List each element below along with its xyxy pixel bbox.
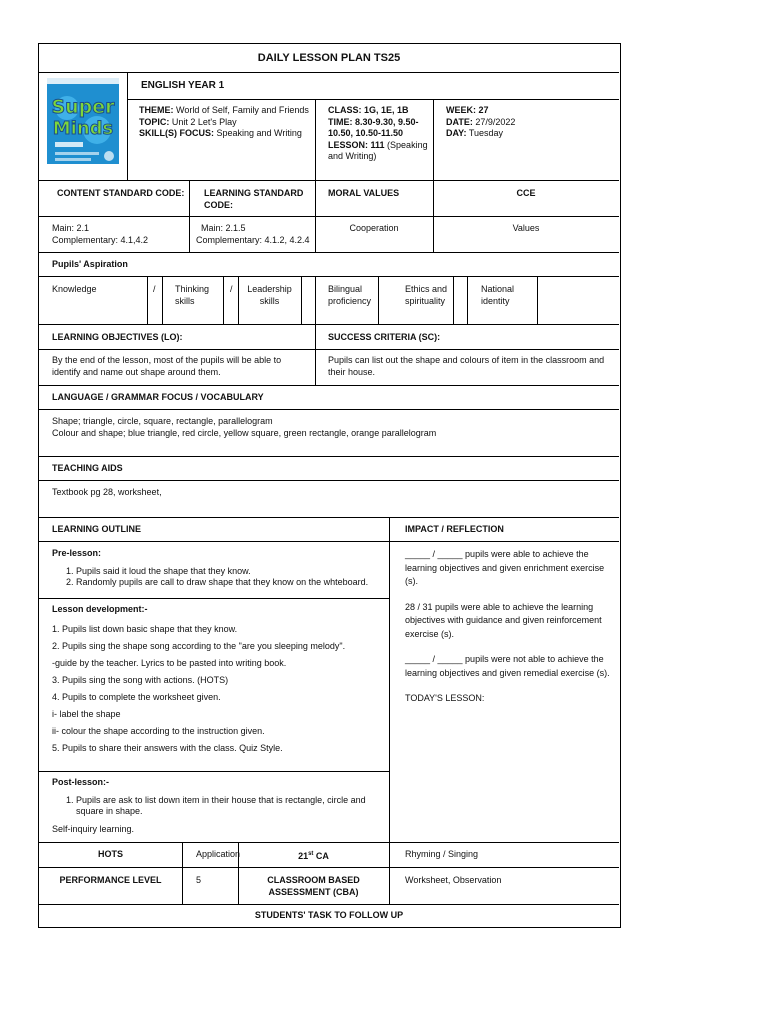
list-item: 2. Pupils sing the shape song according to the "are you sleeping melody". — [52, 641, 346, 651]
list-item: ii- colour the shape according to the instruction given. — [52, 726, 265, 736]
aspiration-knowledge-mark: / — [153, 284, 156, 294]
impact-reinforcement: 28 / 31 pupils were able to achieve the learning objectives with guidance and given reinforcement exercise (s). — [405, 601, 602, 639]
aspiration-national: National identity — [481, 284, 515, 306]
students-task-label: STUDENTS' TASK TO FOLLOW UP — [254, 910, 404, 920]
list-item: i- label the shape — [52, 709, 121, 719]
post-lesson-header: Post-lesson:- — [52, 777, 110, 787]
todays-lesson-label: TODAY'S LESSON: — [405, 693, 485, 703]
performance-level-label: PERFORMANCE LEVEL — [59, 875, 162, 885]
cba-label: CLASSROOM BASED ASSESSMENT (CBA) — [267, 875, 360, 897]
aspiration-bilingual: Bilingual proficiency — [328, 284, 372, 306]
list-item: 2. Randomly pupils are call to draw shape that they know on the whteboard. — [76, 577, 382, 589]
class-field: CLASS: 1G, 1E, 1B TIME: 8.30-9.30, 9.50-10.50, 10.50-11.50 LESSON: 111 (Speaking and Writing) — [328, 105, 428, 161]
hots-label: HOTS — [97, 849, 123, 859]
textbook-cover-image — [47, 78, 119, 164]
aspiration-thinking-mark: / — [230, 284, 233, 294]
content-standard-header: CONTENT STANDARD CODE: — [57, 188, 185, 198]
cce-header: CCE — [516, 188, 536, 198]
aids-text: Textbook pg 28, worksheet, — [52, 487, 162, 497]
language-line-1: Shape; triangle, circle, square, rectangle, parallelogram — [52, 416, 273, 426]
list-item: 1. Pupils said it loud the shape that they know. — [76, 566, 382, 578]
list-item: 1. Pupils list down basic shape that they know. — [52, 624, 238, 634]
week-field: WEEK: 27 DATE: 27/9/2022 DAY: Tuesday — [446, 105, 516, 138]
subject-label: ENGLISH YEAR 1 — [141, 80, 225, 91]
aspiration-thinking: Thinking skills — [175, 284, 210, 306]
impact-remedial: _____ / _____ pupils were not able to achieve the learning objectives and given remedial exercise (s). — [405, 654, 610, 678]
sc-header: SUCCESS CRITERIA (SC): — [328, 332, 441, 342]
cover-logo-super: Super — [51, 96, 115, 118]
lesson-development-section — [52, 604, 384, 760]
cce-value: Values — [512, 223, 540, 233]
pre-lesson-header: Pre-lesson: — [52, 548, 102, 558]
learning-standard-header: LEARNING STANDARD CODE: — [204, 188, 304, 210]
aids-header: TEACHING AIDS — [52, 463, 123, 473]
impact-header: IMPACT / REFLECTION — [405, 524, 504, 534]
lo-text: By the end of the lesson, most of the pupils will be able to identify and name out shape around them. — [52, 355, 282, 377]
learning-standard-value: Main: 2.1.5 Complementary: 4.1.2, 4.2.4 — [196, 223, 310, 245]
hots-value: Application — [196, 849, 241, 859]
list-item: 5. Pupils to share their answers with the class. Quiz Style. — [52, 743, 283, 753]
list-item: 4. Pupils to complete the worksheet given. — [52, 692, 221, 702]
list-item: 1. Pupils are ask to list down item in their house that is rectangle, circle and square in shape. — [76, 795, 382, 818]
list-item: 3. Pupils sing the song with actions. (HOTS) — [52, 675, 229, 685]
sc-text: Pupils can list out the shape and colours of item in the classroom and their house. — [328, 355, 605, 377]
aspiration-header: Pupils' Aspiration — [52, 259, 128, 269]
post-lesson-section — [52, 777, 382, 835]
moral-values-value: Cooperation — [349, 223, 399, 233]
page-title: DAILY LESSON PLAN TS25 — [257, 52, 401, 64]
pre-lesson-section — [52, 548, 382, 589]
cover-logo-minds: Minds — [52, 118, 114, 139]
performance-level-value: 5 — [196, 875, 202, 885]
aspiration-ethics: Ethics and spirituality — [405, 284, 448, 306]
moral-values-header: MORAL VALUES — [328, 188, 400, 198]
aspiration-knowledge: Knowledge — [52, 284, 97, 294]
impact-enrichment: _____ / _____ pupils were able to achieve the learning objectives and given enrichment exercise (s). — [405, 549, 605, 586]
list-item: -guide by the teacher. Lyrics to be pasted into writing book. — [52, 658, 287, 668]
lesson-development-header: Lesson development:- — [52, 604, 148, 614]
aspiration-leadership: Leadership skills — [247, 284, 292, 306]
pre-lesson-list — [52, 566, 382, 589]
content-standard-value: Main: 2.1 Complementary: 4.1,4.2 — [52, 223, 149, 245]
language-line-2: Colour and shape; blue triangle, red circle, yellow square, green rectangle, orange parallelogram — [52, 428, 437, 438]
post-lesson-extra: Self-inquiry learning. — [52, 823, 135, 834]
outline-header: LEARNING OUTLINE — [52, 524, 141, 534]
impact-section — [405, 548, 611, 706]
post-lesson-list — [52, 795, 382, 818]
theme-field: THEME: World of Self, Family and Friends TOPIC: Unit 2 Let's Play SKILL(S) FOCUS: Speaking and Writing — [139, 105, 309, 138]
lesson-plan-table — [38, 43, 621, 928]
language-header: LANGUAGE / GRAMMAR FOCUS / VOCABULARY — [52, 392, 264, 402]
lo-header: LEARNING OBJECTIVES (LO): — [52, 332, 183, 342]
21st-ca-label: 21st CA — [298, 851, 329, 861]
cba-value: Worksheet, Observation — [405, 875, 502, 885]
21st-ca-value: Rhyming / Singing — [405, 849, 479, 859]
